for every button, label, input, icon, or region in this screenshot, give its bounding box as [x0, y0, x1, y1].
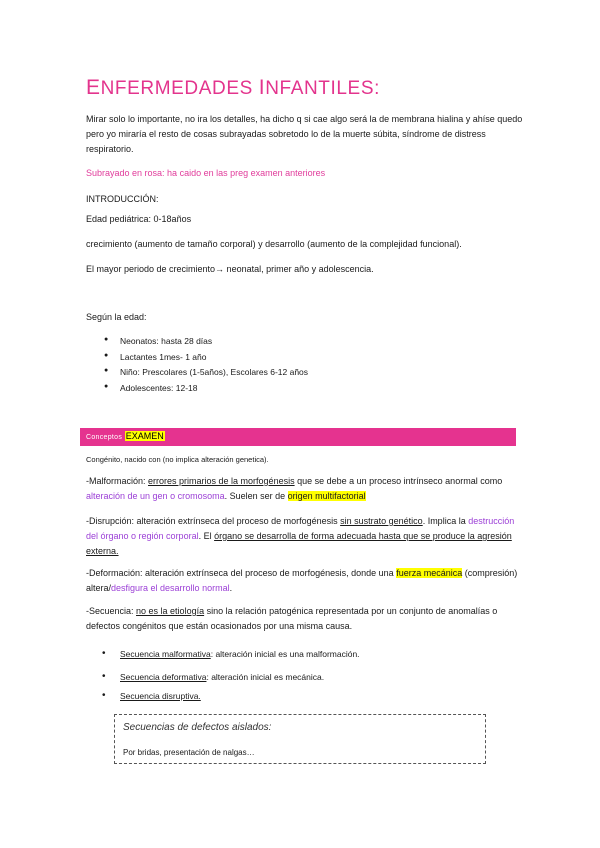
- list-item: [102, 691, 360, 701]
- title-cap-2: I: [258, 76, 266, 99]
- malformacion-underlined: errores primarios de la morfogénesis: [148, 476, 295, 486]
- list-item: ● Niño: Prescolares (1-5años), Escolares 6-12 años: [104, 367, 308, 383]
- malformacion-purple: alteración de un gen o cromosoma: [86, 491, 225, 501]
- title-rest-1: NFERMEDADES: [100, 78, 259, 99]
- malformacion-mid2: . Suelen ser de: [224, 491, 288, 501]
- malformacion-paragraph: [86, 474, 526, 504]
- list-item: ● Lactantes 1mes- 1 año: [104, 352, 308, 368]
- introduccion-heading: INTRODUCCIÓN:: [86, 194, 159, 204]
- secuencia-underlined: no es la etiología: [136, 606, 205, 616]
- disrupcion-mid: . Implica la: [422, 516, 469, 526]
- secuencia-tail: sino la relación patogénica representada por un conjunto de anomalías o defectos congénitos que están ocasionados por una misma causa.: [86, 606, 498, 631]
- section-banner: [80, 428, 516, 446]
- deformacion-tail: .: [229, 583, 233, 593]
- sequence-types-list: [102, 649, 360, 701]
- deformacion-purple: desfigura el desarrollo normal: [111, 583, 230, 593]
- title-rest-2: NFANTILES:: [265, 78, 380, 99]
- deformacion-paragraph: [86, 566, 526, 596]
- disrupcion-paragraph: [86, 514, 526, 559]
- disrupcion-purple: destrucción del órgano o región corporal: [86, 516, 515, 541]
- list-item: ● Neonatos: hasta 28 días: [104, 336, 308, 352]
- deformacion-lead: -Deformación: alteración extrínseca del proceso de morfogénesis, donde una: [86, 568, 397, 578]
- age-groups-list: [104, 336, 308, 398]
- mayor-periodo-text: El mayor periodo de crecimiento→ neonatal, primer año y adolescencia.: [86, 264, 374, 274]
- crecimiento-text: crecimiento (aumento de tamaño corporal) y desarrollo (aumento de la complejidad funcional).: [86, 239, 462, 249]
- sequence-term: Secuencia disruptiva.: [120, 691, 201, 701]
- list-item: [102, 649, 360, 672]
- pink-note: Subrayado en rosa: ha caido en las preg examen anteriores: [86, 168, 326, 178]
- disrupcion-lead: -Disrupción: alteración extrínseca del proceso de morfogénesis: [86, 516, 341, 526]
- deformacion-mid: (compresión) altera/: [86, 568, 518, 593]
- disrupcion-mid2: . El: [198, 531, 215, 541]
- deformacion-highlight: fuerza mecánica: [396, 568, 463, 578]
- title-cap-1: E: [86, 76, 101, 99]
- disrupcion-underlined2: órgano se desarrolla de forma adecuada hasta que se produce la agresión externa.: [86, 531, 512, 556]
- banner-label: Conceptos: [86, 434, 123, 441]
- congenito-text: Congénito, nacido con (no implica alteración genetica).: [86, 455, 269, 464]
- banner-highlight: EXAMEN: [125, 431, 164, 441]
- edad-pediatrica: Edad pediátrica: 0-18años: [86, 214, 192, 224]
- segun-edad-heading: Según la edad:: [86, 312, 147, 322]
- disrupcion-underlined: sin sustrato genético: [340, 516, 423, 526]
- malformacion-mid: que se debe a un proceso intrínseco anormal como: [294, 476, 503, 486]
- page-title: [86, 76, 380, 100]
- malformacion-highlight: origen multifactorial: [287, 491, 366, 501]
- banner-text: [86, 431, 165, 441]
- list-item: [102, 672, 360, 691]
- box-title: Secuencias de defectos aislados:: [123, 722, 272, 733]
- list-item: ● Adolescentes: 12-18: [104, 383, 308, 399]
- secuencia-paragraph: [86, 604, 526, 634]
- sequence-term: Secuencia malformativa: [120, 649, 211, 659]
- box-subtitle: Por bridas, presentación de nalgas…: [123, 748, 255, 757]
- intro-note: Mirar solo lo importante, no ira los detalles, ha dicho q si cae algo será la de membrana hialina y ahíse quedo pero yo miraría el resto de cosas subrayadas sobretodo lo de la muerte súbita, síndrome de distress respiratorio.: [86, 114, 523, 154]
- sequence-term: Secuencia deformativa: [120, 672, 207, 682]
- defects-box: [114, 714, 486, 764]
- malformacion-lead: -Malformación:: [86, 476, 149, 486]
- sequence-desc: : alteración inicial es una malformación.: [210, 649, 360, 659]
- sequence-desc: : alteración inicial es mecánica.: [206, 672, 325, 682]
- secuencia-lead: -Secuencia:: [86, 606, 137, 616]
